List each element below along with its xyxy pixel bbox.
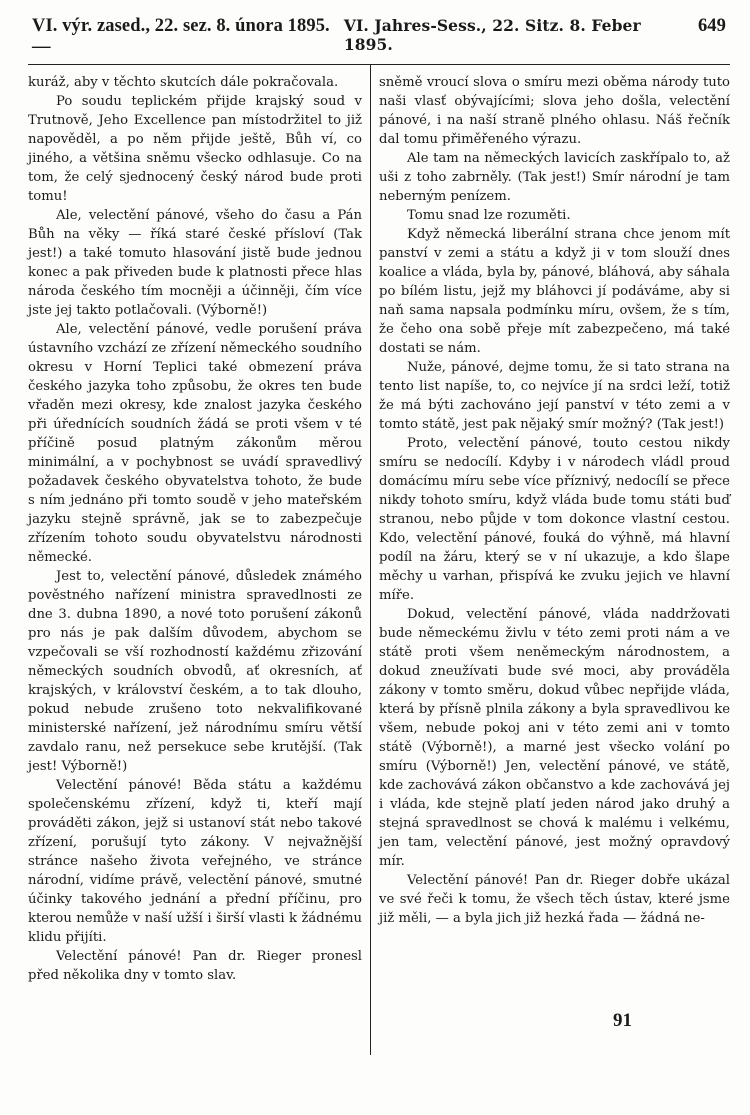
paragraph: Ale, velectění pánové, vedle porušení práva ústavního vzchází ze zřízení německého soudního okresu v Horní Teplici také obmezení práva českého jazyka toho způsobu, že okres ten bude vřaděn mezi okresy, kde znalost jazyka českého při úřednících soudních žádá se proti všem v té příčině posud platným zákonům měrou minimální, a v pochybnost se uvádí spravedlivý požadavek českého obyvatelstva tohoto, že bude s ním jednáno při tomto soudě v jeho mateřském jazyku stejně správně, jak se to zabezpečuje zřízením tohoto soudu obyvatelstvu národnosti německé. [28, 322, 362, 565]
paragraph: Nuže, pánové, dejme tomu, že si tato strana na tento list napíše, to, co nejvíce jí na srdci leží, totiž že má býti zachováno její panství v této zemi a v tomto státě, jest pak nějaký smír možný? (Tak jest!) [379, 360, 730, 432]
paragraph: Velectění pánové! Běda státu a každému společenskému zřízení, když ti, kteří mají prováděti zákon, jejž si ustanoví stát nebo takové zřízení, porušují tyto zákony. V nejvažnější stránce našeho života veřejného, ve stránce národní, vidíme právě, velectění pánové, smutné účinky takového jednání a přední příčinu, pro kterou nemůže v naší užší i širší vlasti k žádnému klidu přijíti. [28, 778, 362, 945]
header-session-cz: VI. výr. zased., 22. sez. 8. února 1895. [32, 16, 330, 36]
header-right [344, 16, 726, 54]
header-session-de: VI. Jahres-Sess., 22. Sitz. 8. Feber 1895. [343, 16, 641, 54]
paragraph: Jest to, velectění pánové, důsledek známého pověstného nařízení ministra spravedlnosti ze dne 3. dubna 1890, a nové toto porušení zákonů pro nás je pak dalším důvodem, abychom se vzpečovali se vší rozhodností každému zřizování německých soudních obvodů, ať okresních, ať krajských, v království českém, a to tak dlouho, pokud nebude zrušeno toto nekvalifikované ministerské nařízení, jež národnímu smíru větší zavdalo ranu, než persekuce sebe krutější. (Tak jest! Výborně!) [28, 569, 362, 774]
paragraph: Proto, velectění pánové, touto cestou nikdy smíru se nedocílí. Kdyby i v národech vládl proud domácímu míru sebe více příznivý, nedocílí se přece nikdy tohoto smíru, když vláda bude tomu státi buď stranou, nebo půjde v tom dokonce vlastní cestou. Kdo, velectění pánové, fouká do výhně, má hlavní podíl na žáru, který se v ní ukazuje, a kdo šlape měchy u varhan, přispívá ke zvuku jejich ve hlavní míře. [379, 436, 730, 603]
left-column [28, 65, 370, 1055]
paragraph: Dokud, velectění pánové, vláda naddržovati bude německému živlu v této zemi proti nám a ve státě proti všem neněmeckým národnostem, a dokud zneužívati bude své moci, aby prováděla zákony v tomto směru, dokud vůbec nepřijde vláda, která by přísně plnila zákony a byla spravedlivou ke všem, nebude pokoj ani v této zemi ani v tomto státě (Výborně!), a marné jest všecko volání po smíru (Výborně!) Jen, velectění pánové, ve státě, kde zachovává zákon občanstvo a kde zachovává jej i vláda, kde stejně platí jeden národ jako druhý a stejná spravedlnost se chová k malému i velkému, jen tam, velectění pánové, jest možný opravdový mír. [379, 607, 730, 869]
header-left [32, 16, 344, 58]
text-columns [28, 65, 730, 1055]
signature-mark: 91 [613, 1010, 632, 1031]
page-number: 649 [697, 16, 726, 36]
paragraph: Ale, velectění pánové, všeho do času a Pán Bůh na věky — říká staré české přísloví (Tak jest!) a také tomuto hlasování jistě bude jednou konec a pak přiveden bude k platnosti přece hlas národa českého tím mocněji a účinněji, čím více jste jej takto potlačovali. (Výborně!) [28, 208, 362, 318]
paragraph: Velectění pánové! Pan dr. Rieger pronesl před několika dny v tomto slav. [28, 949, 362, 983]
paragraph: Po soudu teplickém přijde krajský soud v Trutnově, Jeho Excellence pan místodržitel to již napověděl, a po něm přijde ještě, Bůh ví, co jiného, a většina sněmu všecko odhlasuje. Co na tom, že celý sjednocený český národ bude proti tomu! [28, 94, 362, 204]
header-separator: — [32, 37, 51, 57]
right-column [370, 65, 730, 1055]
paragraph: Velectění pánové! Pan dr. Rieger dobře ukázal ve své řeči k tomu, že všech těch ústav, které jsme již měli, — a byla jich již hezká řada — žádná ne- [379, 873, 730, 926]
paragraph: sněmě vroucí slova o smíru mezi oběma národy tuto naši vlasť obývajícími; slova jeho došla, velectění pánové, i na naší straně plného ohlasu. Náš řečník dal tomu přiměřeného výrazu. [379, 75, 730, 147]
paragraph: Ale tam na německých lavicích zaskřípalo to, až uši z toho zabrněly. (Tak jest!) Smír národní je tam neberným penízem. [379, 151, 730, 204]
paragraph: Tomu snad lze rozuměti. [407, 208, 571, 223]
paragraph: kuráž, aby v těchto skutcích dále pokračovala. [28, 75, 339, 90]
paragraph: Když německá liberální strana chce jenom mít panství v zemi a státu a když ji v tom slouží dnes koalice a vláda, byla by, pánové, bláhová, aby sáhala po bílém listu, jejž my bláhovci jí podáváme, aby si naň sama napsala podmínku míru, ovšem, že s tím, že čeho ona sobě přeje mít zabezpečeno, má také dostati se nám. [379, 227, 730, 356]
page-header [28, 16, 730, 64]
